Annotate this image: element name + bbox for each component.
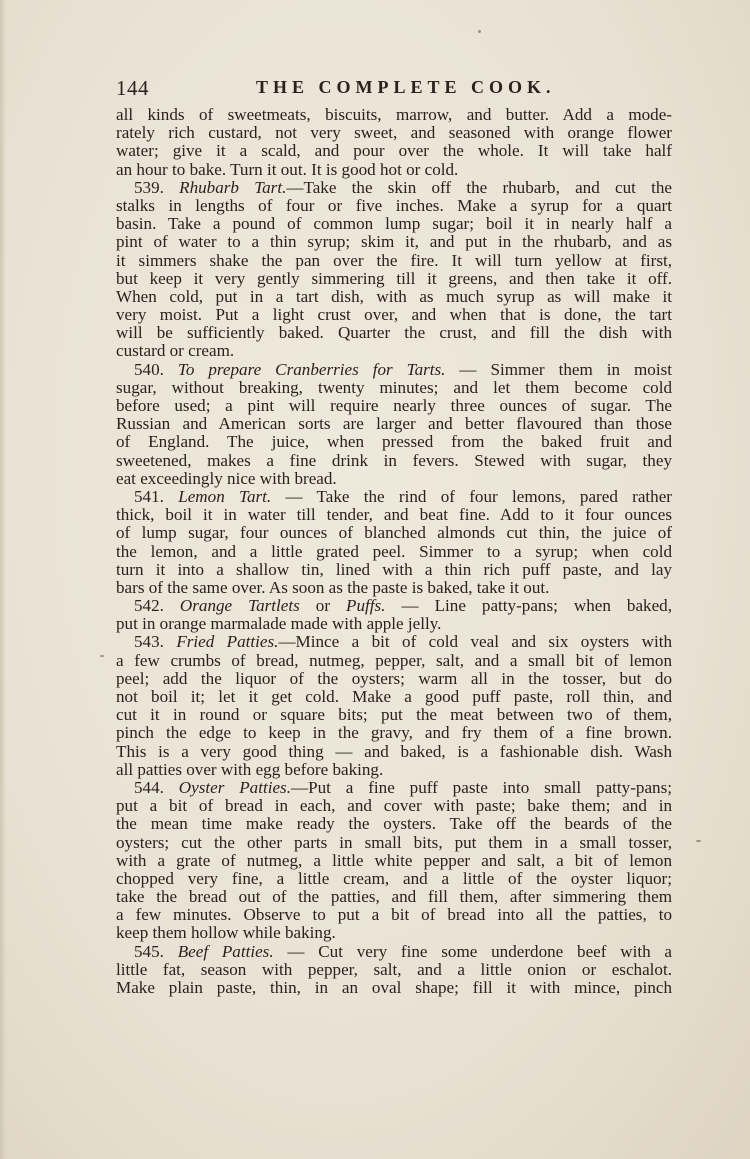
text-line	[116, 815, 672, 833]
text-line	[116, 834, 672, 852]
text-line	[116, 106, 672, 124]
text-line	[116, 633, 672, 651]
text-line	[116, 361, 672, 379]
text-run: rately rich custard, not very sweet, and seasoned with orange flower	[116, 124, 672, 143]
text-run: will be sufficiently baked. Quarter the crust, and fill the dish with	[116, 324, 672, 343]
text-run: of England. The juice, when pressed from the baked fruit and	[116, 433, 672, 452]
text-line	[116, 761, 672, 779]
text-line	[116, 852, 672, 870]
text-run: with a grate of nutmeg, a little white pepper and salt, a bit of lemon	[116, 851, 672, 870]
text-line	[116, 961, 672, 979]
text-line	[116, 543, 672, 561]
text-run: stalks in lengths of four or five inches. Make a syrup for a quart	[116, 196, 672, 215]
text-run: Russian and American sorts are larger and better flavoured than those	[116, 415, 672, 434]
page-edge-shadow	[0, 0, 6, 1159]
text-run: bars of the same over. As soon as the paste is baked, take it out.	[116, 578, 550, 597]
text-line	[116, 252, 672, 270]
ink-speck	[696, 840, 701, 842]
text-run: a few minutes. Observe to put a bit of bread into all the patties, to	[116, 906, 672, 925]
text-line	[116, 270, 672, 288]
text-run: keep them hollow while baking.	[116, 924, 336, 943]
ink-speck	[100, 655, 104, 657]
text-run: take the bread out of the patties, and fill them, after simmering them	[116, 888, 672, 907]
text-line	[116, 379, 672, 397]
text-line	[116, 161, 672, 179]
text-line	[116, 561, 672, 579]
page-header	[116, 76, 671, 100]
text-line	[116, 179, 672, 197]
recipe-title: Orange Tartlets	[179, 597, 300, 616]
text-line	[116, 288, 672, 306]
text-run: not boil it; let it get cold. Make a good puff paste, roll thin, and	[116, 688, 672, 706]
text-line	[116, 652, 672, 670]
text-run: custard or cream.	[116, 342, 235, 361]
text-run: put a bit of bread in each, and cover with paste; bake them; and in	[116, 797, 672, 816]
text-run: chopped very fine, a little cream, and a little of the oyster liquor;	[116, 869, 672, 888]
text-run: Make plain paste, thin, in an oval shape; fill it with mince, pinch	[116, 979, 672, 997]
text-run: of lump sugar, four ounces of blanched almonds cut thin, the juice of	[116, 524, 672, 543]
text-line	[116, 597, 672, 615]
recipe-title: To prepare Cranberries for Tarts.	[177, 360, 446, 379]
text-run: before used; a pint will require nearly three ounces of sugar. The	[116, 397, 672, 415]
text-line	[116, 124, 672, 142]
text-line	[116, 397, 672, 415]
text-run: very moist. Put a light crust over, and when that is done, the tart	[116, 306, 672, 325]
running-head: THE COMPLETE COOK.	[256, 77, 556, 97]
text-line	[116, 524, 672, 542]
text-line	[116, 888, 672, 906]
text-run: thick, boil it in water till tender, and beat fine. Add to it four ounces	[116, 506, 672, 525]
text-line	[116, 197, 672, 215]
text-run: 544.	[134, 778, 179, 797]
recipe-title: Lemon Tart.	[178, 487, 272, 506]
text-line	[116, 306, 672, 324]
text-run: basin. Take a pound of common lump sugar; boil it in nearly half a	[116, 215, 672, 234]
text-run: pinch the edge to keep in the gravy, and fry them of a fine brown.	[116, 724, 672, 743]
text-line	[116, 215, 672, 233]
text-line	[116, 670, 672, 688]
text-run: —Put a fine puff paste into small patty-pans;	[290, 778, 672, 797]
recipe-title: Beef Patties.	[177, 942, 274, 961]
text-run: — Cut very fine some underdone beef with a	[273, 942, 672, 961]
text-run: but keep it very gently simmering till it greens, and then take it off.	[116, 269, 672, 288]
recipe-title: Fried Patties.	[176, 633, 279, 652]
text-run: When cold, put in a tart dish, with as much syrup as will make it	[116, 287, 672, 306]
body-text	[116, 106, 672, 997]
text-run: This is a very good thing — and baked, is a fashionable dish. Wash	[116, 742, 672, 761]
text-run: — Line patty-pans; when baked,	[385, 597, 672, 616]
text-line	[116, 433, 672, 451]
text-line	[116, 779, 672, 797]
text-run: a few crumbs of bread, nutmeg, pepper, salt, and a small bit of lemon	[116, 651, 672, 670]
text-run: turn it into a shallow tin, lined with a thin rich puff paste, and lay	[116, 560, 672, 579]
text-run: or	[299, 597, 347, 616]
text-run: —Mince a bit of cold veal and six oysters with	[278, 633, 672, 652]
text-run: — Simmer them in moist	[445, 360, 672, 379]
text-line	[116, 470, 672, 488]
text-line	[116, 233, 672, 251]
text-run: it simmers shake the pan over the fire. It will turn yellow at first,	[116, 251, 672, 270]
text-line	[116, 706, 672, 724]
text-run: 543.	[134, 633, 177, 652]
text-run: —Take the skin off the rhubarb, and cut the	[286, 178, 672, 197]
text-run: — Take the rind of four lemons, pared rather	[271, 487, 672, 506]
recipe-title: Puffs.	[346, 597, 386, 616]
text-line	[116, 743, 672, 761]
text-line	[116, 142, 672, 160]
page-number: 144	[116, 76, 149, 100]
text-line	[116, 506, 672, 524]
text-run: 539.	[134, 178, 180, 197]
text-run: all kinds of sweetmeats, biscuits, marrow, and butter. Add a mode-	[116, 106, 672, 124]
text-line	[116, 342, 672, 360]
text-run: cut it in round or square bits; put the meat between two of them,	[116, 706, 672, 725]
text-run: 541.	[134, 487, 179, 506]
text-run: 545.	[134, 942, 178, 961]
text-line	[116, 870, 672, 888]
text-line	[116, 724, 672, 742]
text-run: sugar, without breaking, twenty minutes; and let them become cold	[116, 378, 672, 397]
text-line	[116, 415, 672, 433]
text-line	[116, 688, 672, 706]
text-run: pint of water to a thin syrup; skim it, and put in the rhubarb, and as	[116, 233, 672, 252]
recipe-title: Rhubarb Tart.	[179, 178, 287, 197]
text-run: put in orange marmalade made with apple jelly.	[116, 615, 442, 634]
text-run: the mean time make ready the oysters. Take off the beards of the	[116, 815, 672, 834]
text-run: all patties over with egg before baking.	[116, 760, 384, 779]
text-line	[116, 979, 672, 997]
text-line	[116, 906, 672, 924]
text-line	[116, 579, 672, 597]
text-run: oysters; cut the other parts in small bits, put them in a small tosser,	[116, 833, 672, 852]
text-run: an hour to bake. Turn it out. It is good hot or cold.	[116, 160, 459, 179]
ink-speck	[478, 30, 481, 33]
text-run: 540.	[134, 360, 178, 379]
text-line	[116, 452, 672, 470]
text-line	[116, 943, 672, 961]
text-run: water; give it a scald, and pour over the whole. It will take half	[116, 142, 672, 161]
text-line	[116, 615, 672, 633]
text-run: 542.	[134, 597, 180, 616]
text-run: the lemon, and a little grated peel. Simmer to a syrup; when cold	[116, 542, 672, 561]
text-run: peel; add the liquor of the oysters; warm all in the tosser, but do	[116, 669, 672, 688]
text-run: eat exceedingly nice with bread.	[116, 469, 337, 488]
text-line	[116, 324, 672, 342]
text-line	[116, 797, 672, 815]
text-run: little fat, season with pepper, salt, and a little onion or eschalot.	[116, 960, 672, 979]
text-line	[116, 924, 672, 942]
recipe-title: Oyster Patties.	[178, 778, 291, 797]
text-line	[116, 488, 672, 506]
text-run: sweetened, makes a fine drink in fevers. Stewed with sugar, they	[116, 451, 672, 470]
